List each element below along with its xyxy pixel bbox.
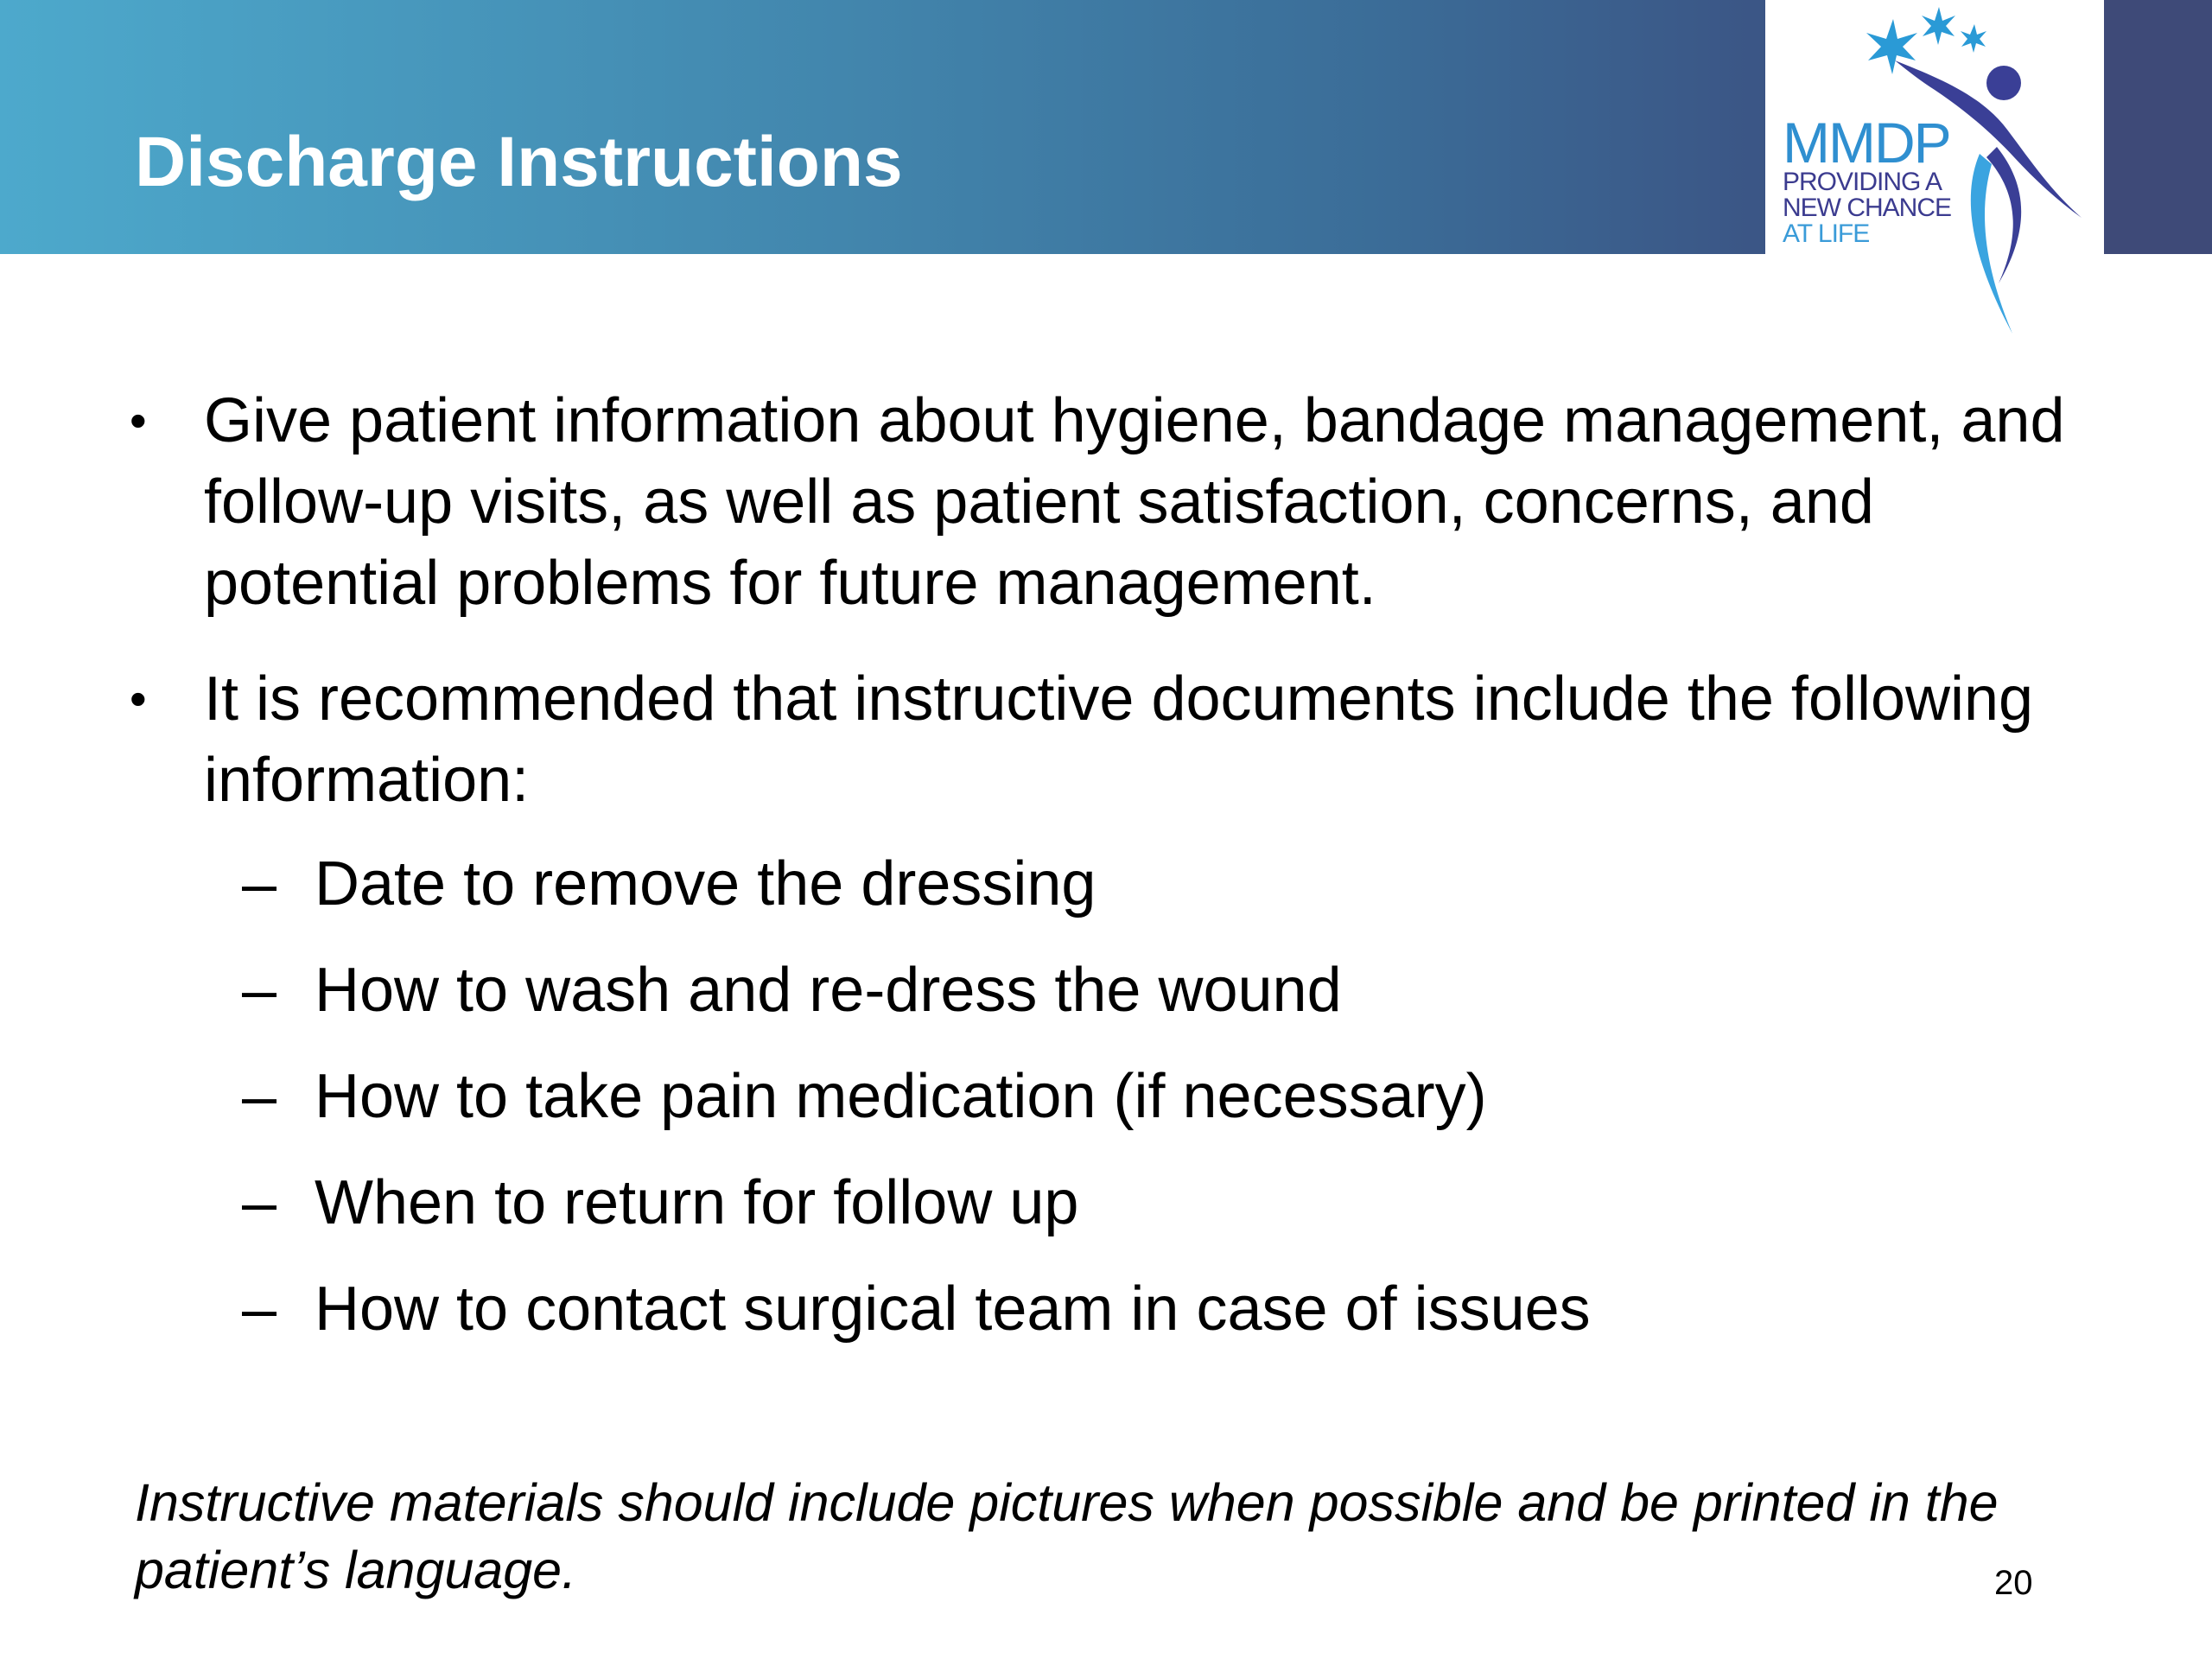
figure-leg-icon [1986, 147, 2021, 283]
bullet-text: Give patient information about hygiene, bandage management, and follow-up visits, as well as patient satisfaction, concerns, and potential problems for future management. [204, 386, 2065, 618]
sub-list-text: Date to remove the dressing [315, 849, 1096, 918]
bullet-item [130, 380, 2074, 624]
footnote: Instructive materials should include pictures when possible and be printed in the patient’s language. [135, 1473, 1999, 1599]
figure-head-icon [1986, 66, 2021, 100]
logo-tagline-line: NEW CHANCE [1783, 194, 1952, 222]
logo [1765, 0, 2104, 311]
bullet-item [130, 658, 2074, 821]
sub-list [130, 843, 2074, 1350]
logo-tagline-line: AT LIFE [1783, 219, 1870, 248]
logo-name: MMDP [1783, 111, 1950, 175]
sub-list-item [130, 843, 2074, 925]
sub-list-text: When to return for follow up [315, 1168, 1079, 1237]
sub-list-marker: – [242, 1168, 277, 1237]
sub-list-item [130, 1162, 2074, 1243]
bullet-marker: • [130, 671, 147, 726]
sub-list-text: How to wash and re-dress the wound [315, 956, 1342, 1025]
page-number: 20 [1994, 1564, 2033, 1602]
sub-list-marker: – [242, 956, 277, 1025]
slide-title: Discharge Instructions [135, 123, 903, 201]
bullet-text: It is recommended that instructive documents include the following information: [204, 664, 2034, 815]
sub-list-item [130, 950, 2074, 1031]
sub-list-marker: – [242, 849, 277, 918]
sub-list-text: How to take pain medication (if necessary) [315, 1062, 1487, 1131]
star-icon [1961, 24, 1986, 53]
header-band-edge [2104, 0, 2212, 254]
sub-list-text: How to contact surgical team in case of issues [315, 1274, 1591, 1344]
sub-list-marker: – [242, 1062, 277, 1131]
star-icon [1922, 7, 1955, 45]
sub-list-item [130, 1056, 2074, 1137]
bullet-marker: • [130, 393, 147, 448]
sub-list-marker: – [242, 1274, 277, 1344]
slide-content [130, 380, 2074, 1375]
logo-tagline-line: PROVIDING A [1783, 168, 1942, 196]
sub-list-item [130, 1268, 2074, 1350]
star-icon [1866, 19, 1917, 74]
